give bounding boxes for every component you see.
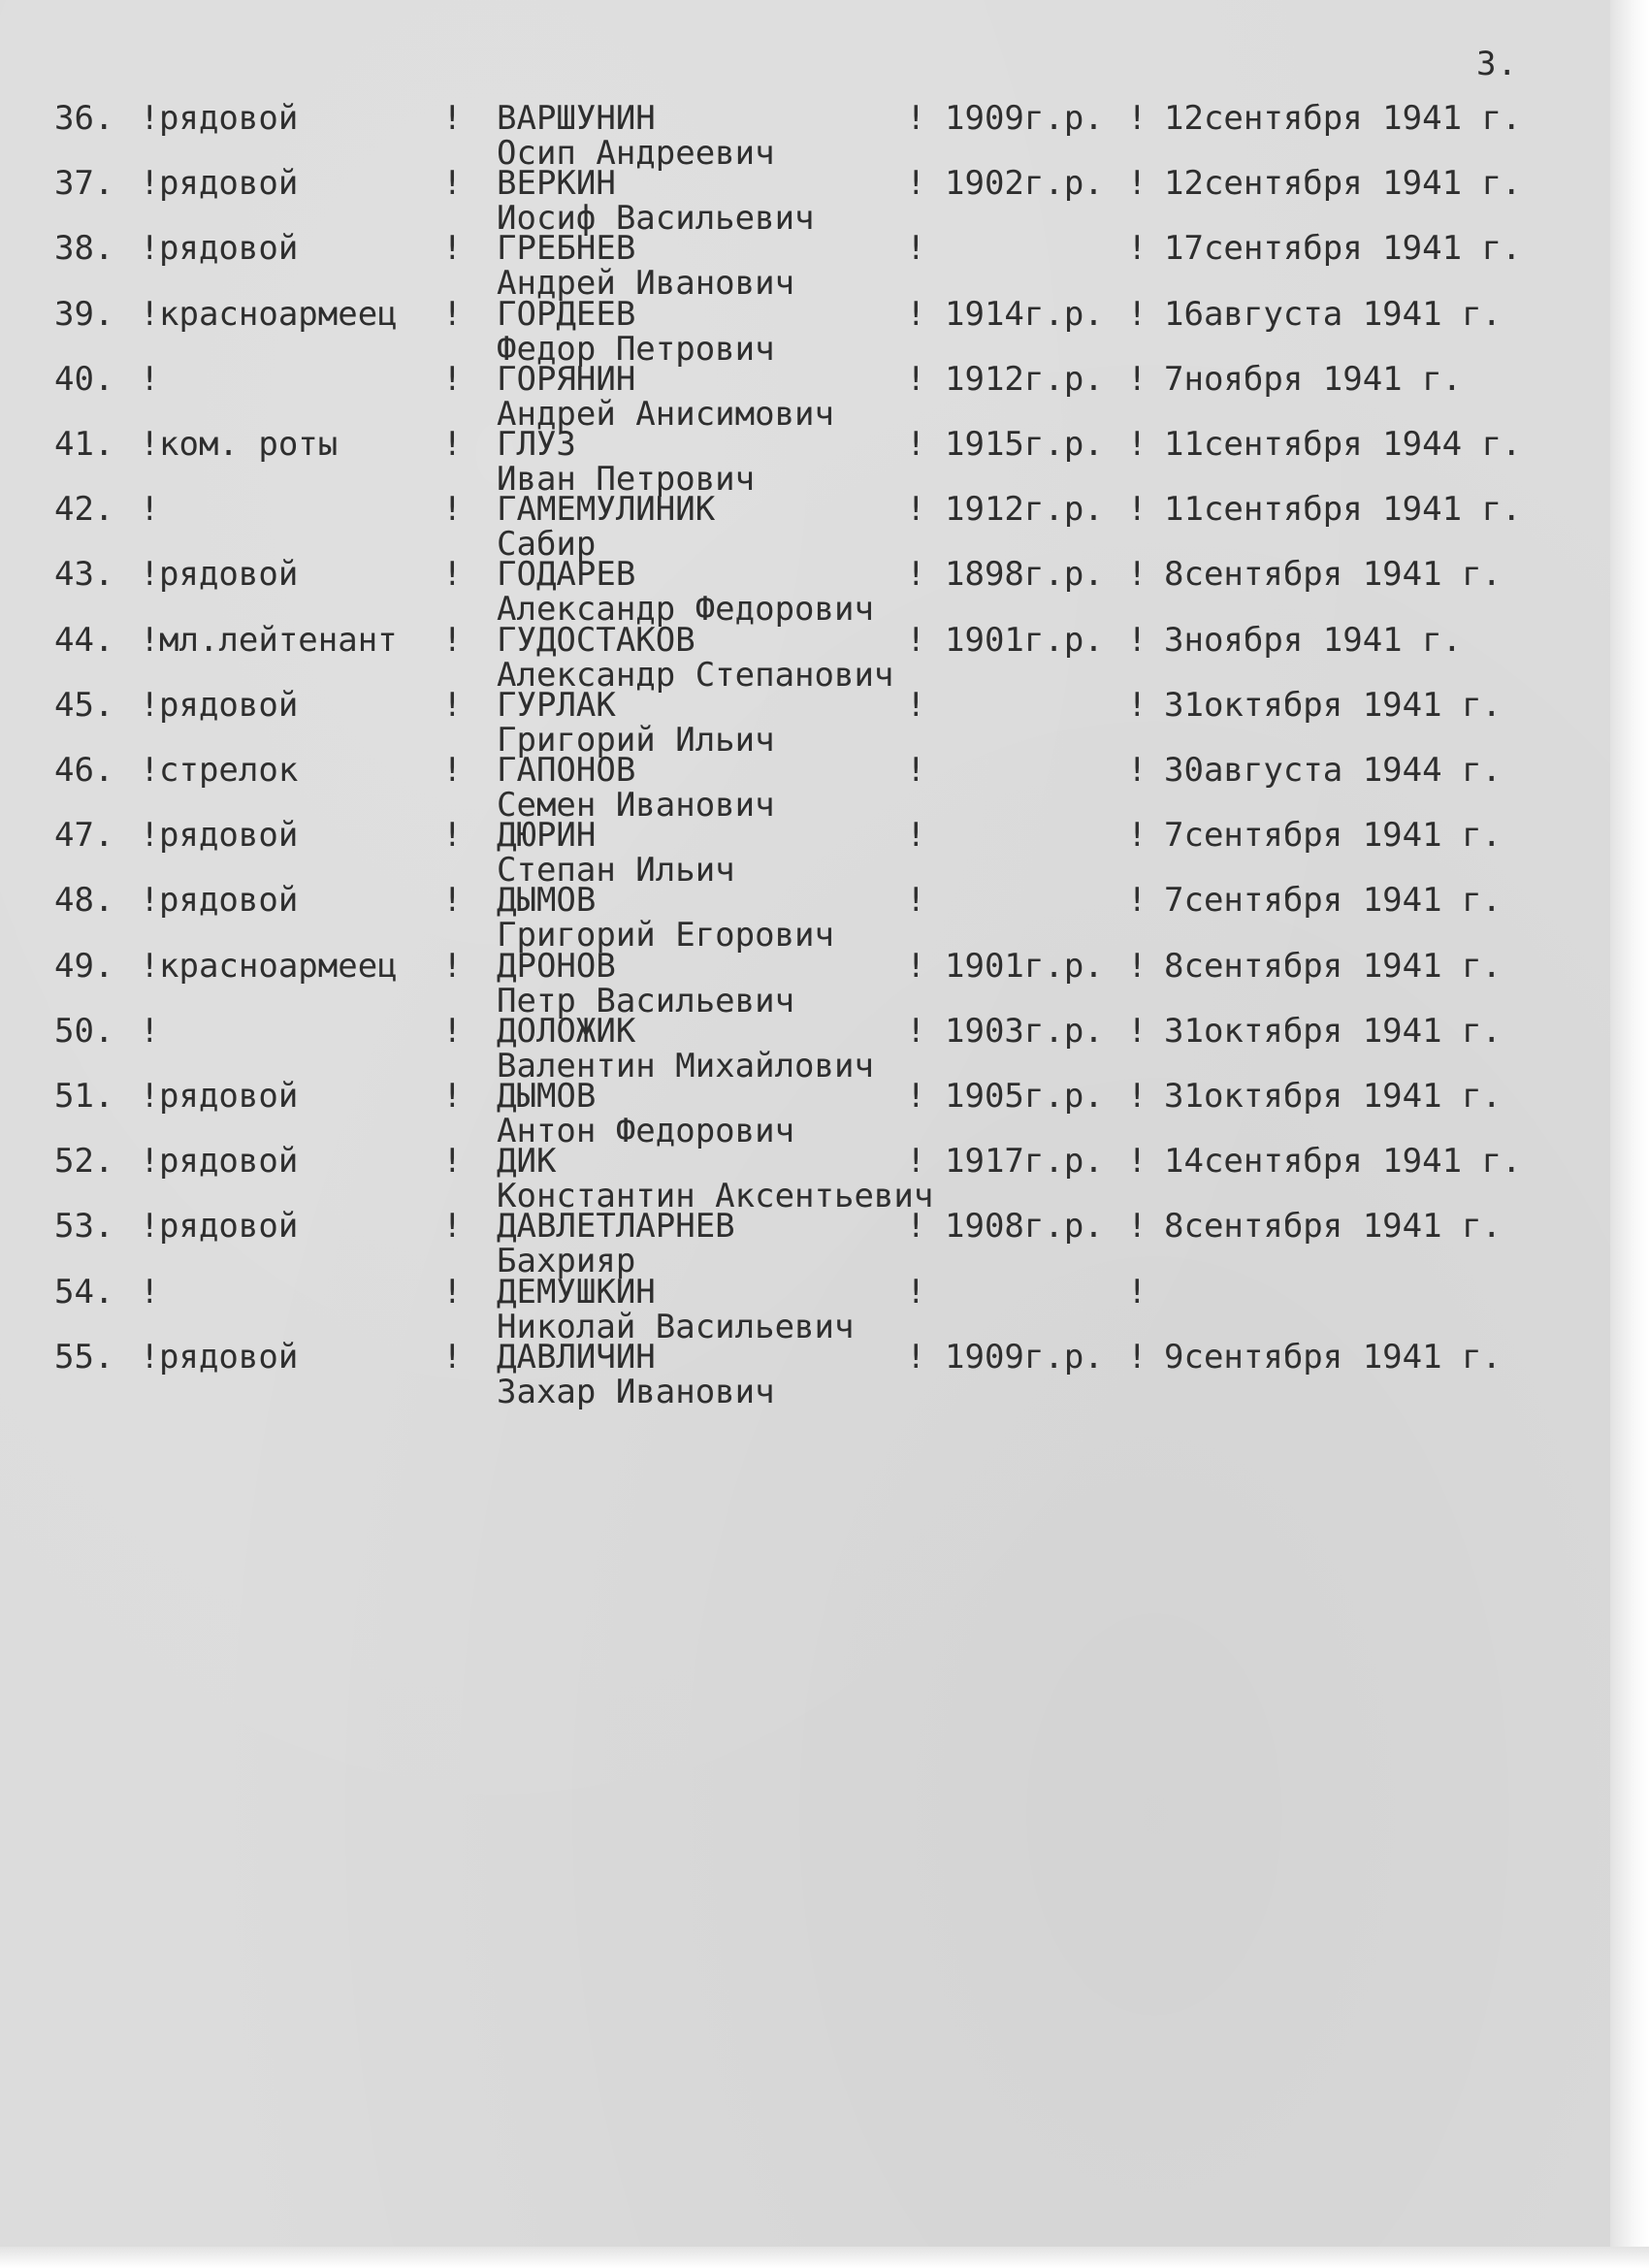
entry-given-names: Петр Васильевич xyxy=(497,982,795,1021)
entry-surname: ДАВЛЕТЛАРНЕВ xyxy=(497,1207,735,1246)
entry-given-names: Александр Федорович xyxy=(497,590,874,629)
entry-rank: стрелок xyxy=(159,751,299,790)
entry-given-names: Сабир xyxy=(497,525,597,564)
separator: ! xyxy=(906,295,926,334)
entry-number: 38. xyxy=(54,229,114,268)
entry-number: 44. xyxy=(54,621,114,660)
separator: ! xyxy=(140,1338,160,1377)
entry-given-names: Бахрияр xyxy=(497,1242,636,1280)
entry-birth-year: 1902г.р. xyxy=(945,164,1104,203)
separator: ! xyxy=(442,164,463,203)
entry-given-names: Константин Аксентьевич xyxy=(497,1177,934,1215)
separator: ! xyxy=(906,686,926,725)
entry-given-names: Григорий Егорович xyxy=(497,916,834,955)
separator: ! xyxy=(442,295,463,334)
separator: ! xyxy=(906,1273,926,1312)
entry-given-names: Андрей Иванович xyxy=(497,264,795,303)
separator: ! xyxy=(140,360,160,399)
entry-rank: красноармеец xyxy=(159,947,398,986)
entry-given-names: Антон Федорович xyxy=(497,1112,795,1150)
entry-given-names: Иосиф Васильевич xyxy=(497,199,815,238)
separator: ! xyxy=(140,1077,160,1116)
entry-rank: рядовой xyxy=(159,1142,299,1181)
separator: ! xyxy=(1127,1012,1148,1051)
entry-given-names: Андрей Анисимович xyxy=(497,395,834,434)
separator: ! xyxy=(906,947,926,986)
separator: ! xyxy=(140,621,160,660)
separator: ! xyxy=(1127,295,1148,334)
entry-rank: рядовой xyxy=(159,686,299,725)
separator: ! xyxy=(906,1012,926,1051)
entry-death-date: 11сентября 1941 г. xyxy=(1164,490,1522,529)
entry-number: 46. xyxy=(54,751,114,790)
entry-surname: ВЕРКИН xyxy=(497,164,616,203)
entry-number: 40. xyxy=(54,360,114,399)
entry-surname: ГОРДЕЕВ xyxy=(497,295,636,334)
separator: ! xyxy=(442,751,463,790)
entry-surname: ДЕМУШКИН xyxy=(497,1273,656,1312)
entry-rank: рядовой xyxy=(159,229,299,268)
separator: ! xyxy=(442,99,463,138)
separator: ! xyxy=(906,425,926,464)
separator: ! xyxy=(140,164,160,203)
separator: ! xyxy=(906,816,926,855)
separator: ! xyxy=(1127,360,1148,399)
paper-edge-right xyxy=(1610,0,1649,2268)
separator: ! xyxy=(1127,1273,1148,1312)
entry-given-names: Николай Васильевич xyxy=(497,1308,855,1346)
separator: ! xyxy=(906,1207,926,1246)
separator: ! xyxy=(906,751,926,790)
entry-rank: мл.лейтенант xyxy=(159,621,398,660)
entry-number: 52. xyxy=(54,1142,114,1181)
entry-given-names: Федор Петрович xyxy=(497,330,775,369)
entry-birth-year: 1912г.р. xyxy=(945,360,1104,399)
entry-given-names: Иван Петрович xyxy=(497,460,756,499)
separator: ! xyxy=(1127,425,1148,464)
entry-birth-year: 1909г.р. xyxy=(945,1338,1104,1377)
entry-number: 48. xyxy=(54,881,114,920)
entry-number: 45. xyxy=(54,686,114,725)
entry-birth-year: 1914г.р. xyxy=(945,295,1104,334)
entry-death-date: 9сентября 1941 г. xyxy=(1164,1338,1502,1377)
entry-birth-year: 1917г.р. xyxy=(945,1142,1104,1181)
entry-surname: ГАМЕМУЛИНИК xyxy=(497,490,716,529)
entry-surname: ДЮРИН xyxy=(497,816,597,855)
separator: ! xyxy=(906,1142,926,1181)
entry-number: 53. xyxy=(54,1207,114,1246)
entry-number: 55. xyxy=(54,1338,114,1377)
entry-birth-year: 1908г.р. xyxy=(945,1207,1104,1246)
entry-birth-year: 1909г.р. xyxy=(945,99,1104,138)
entry-given-names: Захар Иванович xyxy=(497,1373,775,1411)
separator: ! xyxy=(1127,621,1148,660)
separator: ! xyxy=(906,555,926,594)
separator: ! xyxy=(140,1207,160,1246)
separator: ! xyxy=(906,1338,926,1377)
entry-number: 49. xyxy=(54,947,114,986)
separator: ! xyxy=(140,1142,160,1181)
list-entry xyxy=(0,1340,1610,1417)
entry-surname: ВАРШУНИН xyxy=(497,99,656,138)
separator: ! xyxy=(442,881,463,920)
entry-given-names: Степан Ильич xyxy=(497,851,735,890)
separator: ! xyxy=(906,229,926,268)
entry-given-names: Семен Иванович xyxy=(497,786,775,825)
separator: ! xyxy=(442,1077,463,1116)
entry-number: 43. xyxy=(54,555,114,594)
entry-death-date: 31октября 1941 г. xyxy=(1164,1077,1502,1116)
entry-rank: рядовой xyxy=(159,1077,299,1116)
separator: ! xyxy=(442,1338,463,1377)
entry-surname: ГАПОНОВ xyxy=(497,751,636,790)
separator: ! xyxy=(1127,1077,1148,1116)
separator: ! xyxy=(1127,881,1148,920)
entry-surname: ГРЕБНЕВ xyxy=(497,229,636,268)
entry-surname: ГОДАРЕВ xyxy=(497,555,636,594)
entry-surname: ГЛУЗ xyxy=(497,425,576,464)
entry-number: 50. xyxy=(54,1012,114,1051)
entry-death-date: 11сентября 1944 г. xyxy=(1164,425,1522,464)
entry-death-date: 16августа 1941 г. xyxy=(1164,295,1502,334)
separator: ! xyxy=(906,99,926,138)
entry-birth-year: 1903г.р. xyxy=(945,1012,1104,1051)
separator: ! xyxy=(442,1207,463,1246)
separator: ! xyxy=(442,621,463,660)
separator: ! xyxy=(906,621,926,660)
separator: ! xyxy=(140,686,160,725)
entry-rank: рядовой xyxy=(159,881,299,920)
paper-edge-bottom xyxy=(0,2247,1649,2268)
separator: ! xyxy=(1127,1338,1148,1377)
entry-birth-year: 1905г.р. xyxy=(945,1077,1104,1116)
entry-number: 54. xyxy=(54,1273,114,1312)
separator: ! xyxy=(140,881,160,920)
entry-surname: ГУДОСТАКОВ xyxy=(497,621,695,660)
entry-surname: ГОРЯНИН xyxy=(497,360,636,399)
entry-death-date: 14сентября 1941 г. xyxy=(1164,1142,1522,1181)
separator: ! xyxy=(1127,751,1148,790)
entry-death-date: 17сентября 1941 г. xyxy=(1164,229,1522,268)
separator: ! xyxy=(906,881,926,920)
entry-number: 47. xyxy=(54,816,114,855)
entry-death-date: 7сентября 1941 г. xyxy=(1164,881,1502,920)
entry-surname: ГУРЛАК xyxy=(497,686,616,725)
entry-number: 41. xyxy=(54,425,114,464)
entry-rank: рядовой xyxy=(159,555,299,594)
entry-death-date: 31октября 1941 г. xyxy=(1164,686,1502,725)
entry-surname: ДИК xyxy=(497,1142,557,1181)
separator: ! xyxy=(442,490,463,529)
separator: ! xyxy=(1127,1142,1148,1181)
entry-death-date: 12сентября 1941 г. xyxy=(1164,164,1522,203)
entry-death-date: 31октября 1941 г. xyxy=(1164,1012,1502,1051)
entry-death-date: 8сентября 1941 г. xyxy=(1164,1207,1502,1246)
separator: ! xyxy=(140,490,160,529)
entry-rank: рядовой xyxy=(159,1338,299,1377)
separator: ! xyxy=(140,99,160,138)
separator: ! xyxy=(140,1273,160,1312)
separator: ! xyxy=(906,490,926,529)
entry-rank: красноармеец xyxy=(159,295,398,334)
entry-birth-year: 1901г.р. xyxy=(945,621,1104,660)
entry-surname: ДОЛОЖИК xyxy=(497,1012,636,1051)
entry-number: 37. xyxy=(54,164,114,203)
separator: ! xyxy=(906,360,926,399)
separator: ! xyxy=(1127,947,1148,986)
separator: ! xyxy=(140,295,160,334)
separator: ! xyxy=(442,555,463,594)
entry-rank: рядовой xyxy=(159,164,299,203)
entry-surname: ДАВЛИЧИН xyxy=(497,1338,656,1377)
separator: ! xyxy=(140,425,160,464)
entry-birth-year: 1901г.р. xyxy=(945,947,1104,986)
separator: ! xyxy=(906,164,926,203)
separator: ! xyxy=(442,816,463,855)
separator: ! xyxy=(442,425,463,464)
separator: ! xyxy=(1127,229,1148,268)
separator: ! xyxy=(140,816,160,855)
entry-rank: рядовой xyxy=(159,816,299,855)
separator: ! xyxy=(140,1012,160,1051)
entry-rank: рядовой xyxy=(159,1207,299,1246)
entry-number: 36. xyxy=(54,99,114,138)
separator: ! xyxy=(442,1012,463,1051)
separator: ! xyxy=(140,555,160,594)
separator: ! xyxy=(1127,490,1148,529)
entry-surname: ДРОНОВ xyxy=(497,947,616,986)
entry-death-date: 8сентября 1941 г. xyxy=(1164,555,1502,594)
separator: ! xyxy=(140,947,160,986)
separator: ! xyxy=(906,1077,926,1116)
separator: ! xyxy=(442,229,463,268)
separator: ! xyxy=(1127,555,1148,594)
page-number: 3. xyxy=(1476,45,1518,83)
entry-surname: ДЫМОВ xyxy=(497,881,597,920)
separator: ! xyxy=(1127,99,1148,138)
entry-given-names: Валентин Михайлович xyxy=(497,1047,874,1085)
entry-number: 51. xyxy=(54,1077,114,1116)
separator: ! xyxy=(1127,686,1148,725)
entry-death-date: 30августа 1944 г. xyxy=(1164,751,1502,790)
entry-surname: ДЫМОВ xyxy=(497,1077,597,1116)
entry-number: 39. xyxy=(54,295,114,334)
separator: ! xyxy=(1127,164,1148,203)
entry-death-date: 8сентября 1941 г. xyxy=(1164,947,1502,986)
separator: ! xyxy=(442,1142,463,1181)
entry-birth-year: 1898г.р. xyxy=(945,555,1104,594)
separator: ! xyxy=(442,1273,463,1312)
entry-number: 42. xyxy=(54,490,114,529)
entry-given-names: Александр Степанович xyxy=(497,656,894,695)
separator: ! xyxy=(442,947,463,986)
separator: ! xyxy=(442,360,463,399)
entry-rank: ком. роты xyxy=(159,425,339,464)
entry-death-date: 7сентября 1941 г. xyxy=(1164,816,1502,855)
entry-given-names: Осип Андреевич xyxy=(497,134,775,173)
separator: ! xyxy=(140,751,160,790)
entry-death-date: 12сентября 1941 г. xyxy=(1164,99,1522,138)
entry-death-date: 7ноября 1941 г. xyxy=(1164,360,1463,399)
entry-birth-year: 1915г.р. xyxy=(945,425,1104,464)
entry-given-names: Григорий Ильич xyxy=(497,721,775,760)
entry-death-date: 3ноября 1941 г. xyxy=(1164,621,1463,660)
separator: ! xyxy=(140,229,160,268)
separator: ! xyxy=(1127,816,1148,855)
separator: ! xyxy=(442,686,463,725)
entry-birth-year: 1912г.р. xyxy=(945,490,1104,529)
entry-rank: рядовой xyxy=(159,99,299,138)
separator: ! xyxy=(1127,1207,1148,1246)
